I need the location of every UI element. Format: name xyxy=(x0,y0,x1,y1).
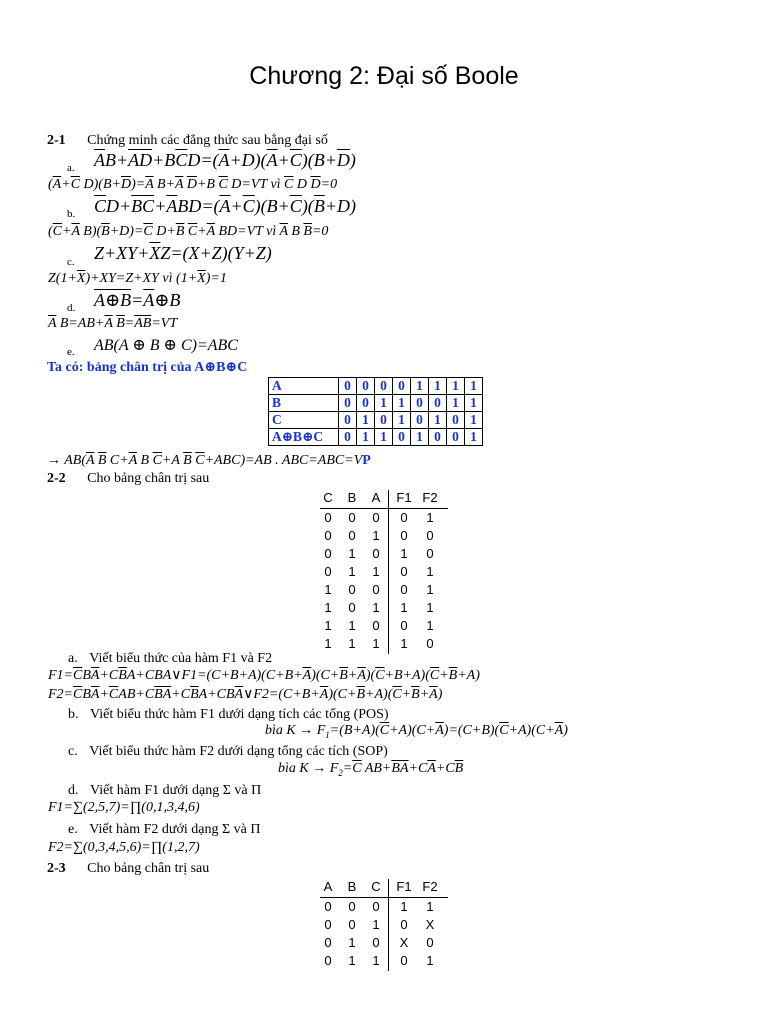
truth-table-cell: 0 xyxy=(375,412,393,429)
grid-cell: 0 xyxy=(348,528,356,543)
grid-cell: 0 xyxy=(372,546,380,561)
grid-cell: 1 xyxy=(426,564,434,579)
grid-cell: X xyxy=(399,935,409,950)
item-c-label: c. xyxy=(67,256,75,268)
grid-cell: 0 xyxy=(324,917,332,932)
task-text: Viết hàm F1 dưới dạng Σ và Π xyxy=(90,783,262,798)
grid-cell: 0 xyxy=(324,935,332,950)
truth-table-cell: 0 xyxy=(357,378,375,395)
grid-cell: 0 xyxy=(372,582,380,597)
truth-table-cell: 1 xyxy=(411,429,429,446)
grid-cell: 0 xyxy=(324,528,332,543)
grid-cell: 0 xyxy=(400,917,408,932)
grid-header-cell: C xyxy=(371,879,381,894)
grid-cell: 1 xyxy=(348,636,356,651)
grid-cell: 1 xyxy=(426,899,434,914)
grid-cell: 0 xyxy=(400,564,408,579)
grid-cell: 0 xyxy=(348,510,356,525)
grid-header-divider xyxy=(320,508,448,509)
equation-f1-sigma-pi: F1=∑(2,5,7)=∏(0,1,3,4,6) xyxy=(48,800,200,815)
grid-cell: 0 xyxy=(372,618,380,633)
grid-cell: 1 xyxy=(372,600,380,615)
truth-table-cell: 0 xyxy=(339,412,357,429)
grid-cell: 0 xyxy=(400,582,408,597)
grid-cell: 1 xyxy=(324,618,332,633)
grid-header-cell: F1 xyxy=(396,490,412,505)
grid-cell: 1 xyxy=(324,582,332,597)
task-2-2-c xyxy=(68,744,388,760)
grid-cell: 0 xyxy=(400,528,408,543)
exercise-label: 2-1 xyxy=(47,133,66,148)
grid-cell: 1 xyxy=(372,917,380,932)
proof-2-1-d: $\overline{A}$ $B=AB+\overline{A}$ $\overline{B}=\overline{A}\overline{B}=VT$ xyxy=(48,316,178,331)
grid-cell: 1 xyxy=(348,564,356,579)
final-p: P xyxy=(362,453,371,468)
grid-header-divider xyxy=(320,897,448,898)
exercise-text: Chứng minh các đẳng thức sau bằng đại số xyxy=(87,133,328,148)
equation-2-1-b: $\overline{C}D+\overline{B}\overline{C}+\overline{A}BD=(\overline{A}+\overline{C})(B+\overline{C})(\overline{B}+D)$ xyxy=(94,196,356,216)
task-2-2-e xyxy=(68,822,260,838)
item-b-label: b. xyxy=(68,707,79,722)
grid-cell: 1 xyxy=(348,546,356,561)
proof-2-1-a: ($\overline{A}+\overline{C}$ $D)(B+\overline{D})=\overline{A}$ $B+\overline{A}$ $\overline{D}+B$ $\overline{C}$ D=VT vì $\overline{C}$ D $\overline{D}=0$ xyxy=(48,177,338,192)
truth-table-cell: 1 xyxy=(465,412,483,429)
grid-cell: 1 xyxy=(426,618,434,633)
exercise-label: 2-2 xyxy=(47,471,66,486)
grid-cell: 1 xyxy=(400,546,408,561)
grid-cell: 1 xyxy=(400,636,408,651)
truth-table-row-header: A⊕B⊕C xyxy=(269,429,339,446)
truth-table-row-header: A xyxy=(269,378,339,395)
equation-f2-sigma-pi: F2=∑(0,3,4,5,6)=∏(1,2,7) xyxy=(48,840,200,855)
truth-table-cell: 1 xyxy=(447,395,465,412)
grid-cell: 0 xyxy=(348,582,356,597)
proof-2-1-c: $Z(1+\overline{X})+XY=Z+XY$ vì $(1+\overline{X})=1$ xyxy=(48,271,227,286)
equation-2-1-c: $Z+XY+\overline{X}Z=(X+Z)(Y+Z)$ xyxy=(94,243,272,263)
equation-2-1-e: AB(A ⊕ B ⊕ C)=ABC xyxy=(94,337,238,354)
truth-table-cell: 1 xyxy=(465,395,483,412)
truth-table-row xyxy=(269,395,483,412)
item-e-label: e. xyxy=(67,346,75,358)
truth-table-cell: 0 xyxy=(447,429,465,446)
equation-f2-expression: $F2=\overline{C}B\overline{A}+\overline{C}AB+C\overline{B}\overline{A}+C\overline{B}A+CB\overline{A}\vee F2=(C+B+\overline{A})(C+\overline{B}+A)(\overline{C}+\overline{B}+\overline{A})$ xyxy=(48,687,443,702)
grid-cell: 0 xyxy=(372,935,380,950)
grid-cell: 0 xyxy=(400,510,408,525)
truth-table-cell: 0 xyxy=(447,412,465,429)
equation-f1-pos: bìa $K \to F_1=(B+A)(\overline{C}+A)(C+\overline{A})=(C+B)(\overline{C}+A)(C+\overline{A})$ xyxy=(265,723,568,740)
truth-table-cell: 1 xyxy=(465,429,483,446)
truth-table-cell: 1 xyxy=(465,378,483,395)
page-title: Chương 2: Đại số Boole xyxy=(249,62,519,90)
truth-table-row-header: C xyxy=(269,412,339,429)
task-text: Viết biểu thức hàm F1 dưới dạng tích các tổng (POS) xyxy=(90,707,389,722)
grid-cell: 0 xyxy=(324,510,332,525)
equation-f2-sop: bìa $K \to F_2=\overline{C}$ $AB+\overline{B}\overline{A}+C\overline{A}+C\overline{B}$ xyxy=(278,761,464,778)
truth-table-cell: 0 xyxy=(393,429,411,446)
grid-cell: 0 xyxy=(400,953,408,968)
truth-table-cell: 1 xyxy=(375,395,393,412)
truth-table-xor xyxy=(268,377,483,446)
grid-header-cell: F2 xyxy=(422,879,438,894)
task-2-2-a xyxy=(68,651,272,667)
proof-2-1-b: ($\overline{C}+\overline{A}$ $B)(\overline{B}+D)=\overline{C}$ $D+\overline{B}$ $\overline{C}+\overline{A}$ BD=VT vì $\overline{A}$ B $\overline{B}=0$ xyxy=(48,224,329,239)
item-b-label: b. xyxy=(67,208,76,220)
grid-cell: 0 xyxy=(348,600,356,615)
grid-column-divider xyxy=(388,879,389,971)
grid-cell: 1 xyxy=(372,953,380,968)
task-2-2-b xyxy=(68,707,389,723)
truth-table-cell: 0 xyxy=(429,395,447,412)
grid-cell: 0 xyxy=(348,917,356,932)
grid-cell: 0 xyxy=(324,564,332,579)
exercise-text: Cho bảng chân trị sau xyxy=(87,471,210,486)
truth-table-cell: 1 xyxy=(375,429,393,446)
truth-table-cell: 0 xyxy=(429,429,447,446)
grid-cell: 0 xyxy=(426,528,434,543)
grid-cell: 0 xyxy=(426,546,434,561)
truth-table-cell: 0 xyxy=(375,378,393,395)
grid-cell: 0 xyxy=(400,618,408,633)
item-d-label: d. xyxy=(68,783,79,798)
truth-table-cell: 0 xyxy=(393,378,411,395)
conclusion-2-1-e: → $AB(\overline{A}$ $\overline{B}$ $C+\overline{A}$ B $\overline{C}+A$ $\overline{B}$ $\overline{C}+ABC)=AB$ . ABC=ABC=VP xyxy=(47,453,371,468)
grid-cell: 0 xyxy=(324,899,332,914)
grid-header-cell: F2 xyxy=(422,490,438,505)
truth-table-cell: 1 xyxy=(393,395,411,412)
grid-cell: 0 xyxy=(372,510,380,525)
grid-cell: 1 xyxy=(426,582,434,597)
grid-cell: 1 xyxy=(372,564,380,579)
grid-cell: 0 xyxy=(324,953,332,968)
exercise-2-3-header xyxy=(47,861,209,877)
exercise-2-1-header xyxy=(47,133,328,149)
truth-table-cell: 0 xyxy=(411,412,429,429)
grid-cell: 1 xyxy=(372,636,380,651)
grid-header-cell: B xyxy=(347,879,357,894)
grid-cell: 1 xyxy=(348,953,356,968)
truth-table-cell: 1 xyxy=(429,378,447,395)
grid-cell: X xyxy=(425,917,435,932)
equation-f1-expression: $F1=\overline{C}B\overline{A}+C\overline{B}A+CBA\vee F1=(C+B+A)(C+B+\overline{A})(C+\overline{B}+\overline{A})(\overline{C}+B+A)(\overline{C}+\overline{B}+A)$ xyxy=(48,668,480,683)
task-2-2-d xyxy=(68,783,261,799)
item-d-label: d. xyxy=(67,302,76,314)
truth-table-cell: 0 xyxy=(339,378,357,395)
grid-cell: 1 xyxy=(426,510,434,525)
grid-cell: 1 xyxy=(324,636,332,651)
truth-table-cell: 0 xyxy=(411,395,429,412)
item-c-label: c. xyxy=(68,744,78,759)
truth-table-cell: 1 xyxy=(411,378,429,395)
item-e-label: e. xyxy=(68,822,78,837)
grid-header-cell: A xyxy=(371,490,381,505)
truth-table-cell: 0 xyxy=(357,395,375,412)
grid-cell: 1 xyxy=(348,618,356,633)
equation-2-1-d: $A\oplus B=\overline{A}\oplus B$ xyxy=(94,290,181,310)
truth-table-cell: 0 xyxy=(339,429,357,446)
grid-cell: 1 xyxy=(324,600,332,615)
grid-cell: 1 xyxy=(400,899,408,914)
truth-table-caption: Ta có: bảng chân trị của A⊕B⊕C xyxy=(47,360,248,375)
exercise-text: Cho bảng chân trị sau xyxy=(87,861,210,876)
truth-table-cell: 0 xyxy=(339,395,357,412)
truth-table-cell: 1 xyxy=(447,378,465,395)
grid-header-cell: B xyxy=(347,490,357,505)
equation-2-1-a: $\overline{A}B+\overline{A}\overline{D}+B\overline{C}D=(\overline{A}+D)(\overline{A}+\overline{C})(B+\overline{D})$ xyxy=(94,150,356,170)
truth-table-cell: 1 xyxy=(357,429,375,446)
grid-cell: 0 xyxy=(348,899,356,914)
truth-table-row-header: B xyxy=(269,395,339,412)
grid-header-cell: C xyxy=(323,490,333,505)
grid-cell: 0 xyxy=(426,636,434,651)
truth-table-row xyxy=(269,429,483,446)
task-text: Viết biểu thức hàm F2 dưới dạng tổng các tích (SOP) xyxy=(89,744,388,759)
grid-header-cell: A xyxy=(323,879,333,894)
grid-cell: 0 xyxy=(324,546,332,561)
truth-table-row xyxy=(269,378,483,395)
grid-column-divider xyxy=(388,490,389,654)
grid-cell: 1 xyxy=(372,528,380,543)
task-text: Viết biểu thức của hàm F1 và F2 xyxy=(89,651,273,666)
grid-cell: 0 xyxy=(426,935,434,950)
item-a-label: a. xyxy=(67,162,75,174)
exercise-label: 2-3 xyxy=(47,861,66,876)
truth-table-cell: 1 xyxy=(393,412,411,429)
grid-cell: 0 xyxy=(372,899,380,914)
item-a-label: a. xyxy=(68,651,78,666)
truth-table-cell: 1 xyxy=(357,412,375,429)
truth-table-row xyxy=(269,412,483,429)
grid-cell: 1 xyxy=(400,600,408,615)
task-text: Viết hàm F2 dưới dạng Σ và Π xyxy=(89,822,261,837)
grid-header-cell: F1 xyxy=(396,879,412,894)
grid-cell: 1 xyxy=(426,600,434,615)
grid-cell: 1 xyxy=(348,935,356,950)
exercise-2-2-header xyxy=(47,471,209,487)
truth-table-cell: 1 xyxy=(429,412,447,429)
grid-cell: 1 xyxy=(426,953,434,968)
